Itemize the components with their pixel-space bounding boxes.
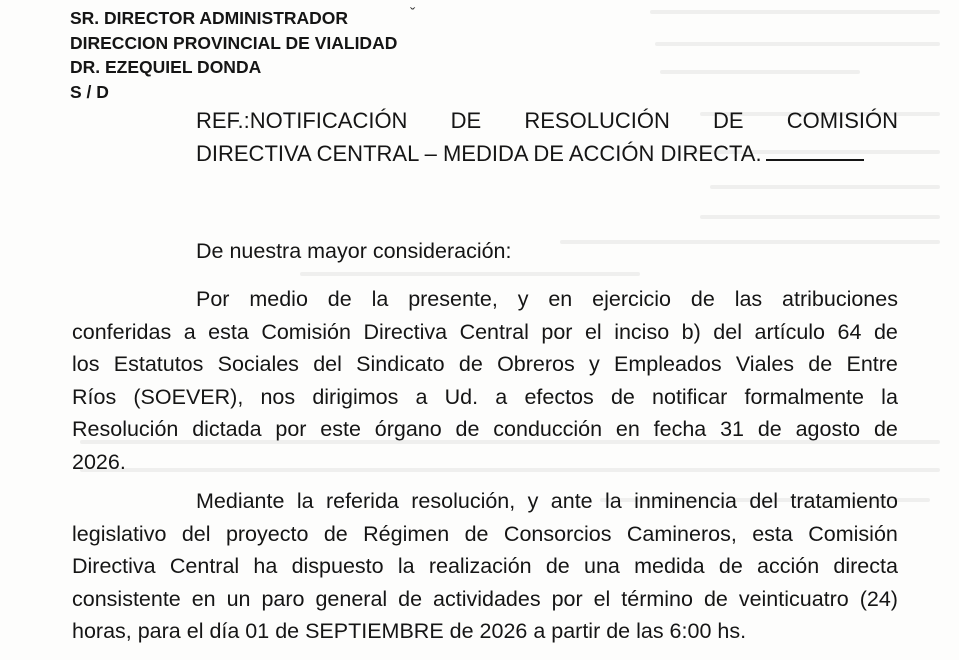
paragraph-word: por [541, 319, 573, 344]
paragraph-line [72, 381, 898, 414]
paragraph-word: Comisión [808, 521, 898, 546]
paragraph-word: a [495, 384, 508, 409]
paragraph-line: horas, para el día 01 de SEPTIEMBRE de 2026 a partir de las 6:00 hs. [72, 619, 747, 643]
paragraph-word: conducción [493, 417, 603, 441]
paragraph-word: término [621, 586, 693, 611]
paragraph-word: de [545, 554, 570, 578]
paragraph-word: Viales [735, 352, 795, 376]
paragraph-word: notificar [652, 384, 728, 409]
greeting: De nuestra mayor consideración: [196, 239, 512, 263]
paragraph-word: medio [249, 287, 308, 311]
paragraph-word: Central [169, 554, 240, 578]
paragraph-word: los [72, 352, 100, 376]
paragraph-word: Comisión [261, 319, 351, 344]
paragraph-word: Consorcios [503, 521, 612, 546]
paragraph-word: legislativo [72, 521, 167, 546]
reference-text: DIRECTIVA CENTRAL – MEDIDA DE ACCIÓN DIRECTA. [196, 141, 762, 166]
paragraph-word: presente, [408, 287, 498, 311]
reference-word: DE [713, 108, 744, 133]
paragraph-word: de [327, 287, 352, 311]
paragraph-word: por [551, 586, 583, 611]
paragraph-word: Ríos [72, 384, 117, 409]
paragraph-word: el [584, 319, 602, 344]
paragraph-word: a [183, 319, 196, 344]
addressee-block [70, 6, 397, 104]
paragraph-word: Estatutos [113, 352, 204, 376]
paragraph-word: ejercicio [592, 287, 672, 311]
reference-word: REF.:NOTIFICACIÓN [196, 108, 408, 133]
paragraph-word: este [320, 417, 361, 441]
addressee-line: DIRECCION PROVINCIAL DE VIALIDAD [70, 32, 398, 53]
paragraph-word: 31 [720, 417, 744, 441]
paragraph-word: de [757, 417, 782, 441]
paragraph-word: actividades [433, 586, 541, 611]
paragraph-word: fecha [653, 417, 707, 441]
paragraph-word: una [584, 554, 620, 578]
paragraph-word: esta [752, 521, 793, 546]
paragraph-line [72, 283, 898, 316]
reference-word: RESOLUCIÓN [524, 108, 670, 133]
paragraph-line [72, 583, 898, 616]
paragraph-word: de [464, 521, 489, 546]
paragraph-word: 64 [837, 319, 862, 344]
addressee-line: DR. EZEQUIEL DONDA [70, 57, 262, 77]
paragraph-word: formalmente [744, 384, 864, 409]
paragraph-word: la [296, 489, 314, 513]
paragraph-word: esta [208, 319, 249, 344]
paragraph-word: conferidas [72, 319, 172, 344]
paragraph-word: inminencia [634, 489, 737, 513]
paragraph-word: resolución, [411, 489, 516, 513]
paragraph-word: de [808, 352, 833, 376]
paragraph-word: nos [260, 384, 296, 409]
paragraph-word: el [593, 586, 611, 611]
paragraph-word: directa [833, 554, 898, 578]
paragraph-word: veinticuatro [738, 586, 849, 611]
paragraph-word: de [458, 352, 483, 376]
paragraph-line [72, 316, 898, 349]
paragraph-word: Directiva [72, 554, 156, 578]
paragraph-word: un [226, 586, 251, 611]
paragraph-word: la [397, 554, 415, 578]
paragraph-word: de [455, 417, 480, 441]
paragraph-word: del [313, 352, 342, 376]
reference-line-1 [196, 104, 898, 137]
paragraph-word: (24) [859, 586, 898, 611]
paragraph-word: de [873, 417, 898, 441]
paragraph-word: (SOEVER), [133, 384, 244, 409]
paragraph-word: en [191, 586, 216, 611]
paragraph-2 [72, 485, 898, 648]
paragraph-word: y [527, 489, 539, 513]
paragraph-line [72, 550, 898, 583]
paragraph-word: de [690, 287, 715, 311]
paragraph-word: Empleados [614, 352, 722, 376]
paragraph-word: Central [459, 319, 529, 344]
paragraph-word: por [275, 417, 307, 441]
paragraph-word: Sindicato [356, 352, 445, 376]
paragraph-word: acción [757, 554, 820, 578]
paragraph-word: atribuciones [782, 287, 898, 311]
paragraph-word: general [315, 586, 388, 611]
paragraph-word: del [713, 319, 742, 344]
reference-word: COMISIÓN [786, 108, 898, 133]
paragraph-word: la [605, 489, 622, 513]
paragraph-word: efectos [524, 384, 594, 409]
paragraph-word: Entre [846, 352, 898, 376]
paragraph-word: Ud. [444, 384, 479, 409]
paragraph-word: la [881, 384, 898, 409]
paragraph-word: del [749, 489, 779, 513]
paragraph-word: órgano [374, 417, 442, 441]
paragraph-word: Directiva [363, 319, 448, 344]
paragraph-word: tratamiento [790, 489, 898, 513]
paragraph-word: realización [428, 554, 532, 578]
reference-underline [766, 145, 864, 161]
paragraph-word: de [323, 521, 348, 546]
paragraph-word: en [548, 287, 573, 311]
paragraph-word: Resolución [72, 417, 179, 441]
paragraph-line [72, 413, 898, 446]
addressee-line: SR. DIRECTOR ADMINISTRADOR [70, 8, 349, 28]
paragraph-word: proyecto [225, 521, 309, 546]
paragraph-line [72, 348, 898, 381]
paragraph-word: Régimen [363, 521, 450, 546]
paragraph-word: de [873, 319, 898, 344]
paragraph-word: de [610, 384, 635, 409]
paragraph-word: en [615, 417, 640, 441]
paragraph-word: de [718, 554, 743, 578]
paragraph-word: agosto [795, 417, 861, 441]
paragraph-word: Mediante [196, 489, 285, 513]
paragraph-word: dictada [192, 417, 262, 441]
paragraph-word: las [734, 287, 763, 311]
paragraph-word: y [517, 287, 529, 311]
paragraph-word: de [703, 586, 728, 611]
paragraph-word: consistente [72, 586, 181, 611]
paragraph-word: dirigimos [312, 384, 399, 409]
paragraph-word: Camineros, [626, 521, 737, 546]
paragraph-word: Obreros [497, 352, 575, 376]
paragraph-word: referida [325, 489, 399, 513]
paragraph-word: artículo [754, 319, 826, 344]
paragraph-line: 2026. [72, 449, 126, 474]
pen-mark: ˇ [410, 6, 416, 23]
paragraph-word: y [589, 352, 600, 376]
paragraph-word: dispuesto [291, 554, 384, 578]
paragraph-word: b) [681, 319, 701, 344]
paragraph-word: ante [550, 489, 593, 513]
paragraph-word: la [371, 287, 389, 311]
paragraph-line [72, 485, 898, 518]
paragraph-word: Por [196, 287, 230, 311]
paragraph-word: inciso [614, 319, 670, 344]
paragraph-word: Sociales [217, 352, 299, 376]
paragraph-word: ha [253, 554, 278, 578]
paragraph-word: de [398, 586, 423, 611]
addressee-line: S / D [70, 81, 109, 102]
paragraph-line [72, 518, 898, 551]
reference-block [196, 104, 898, 170]
paragraph-word: a [415, 384, 428, 409]
paragraph-1 [72, 283, 898, 478]
reference-word: DE [450, 108, 482, 133]
reference-line-2 [196, 137, 898, 170]
paragraph-word: del [181, 521, 211, 546]
paragraph-word: paro [261, 586, 305, 611]
paragraph-word: medida [634, 554, 705, 578]
